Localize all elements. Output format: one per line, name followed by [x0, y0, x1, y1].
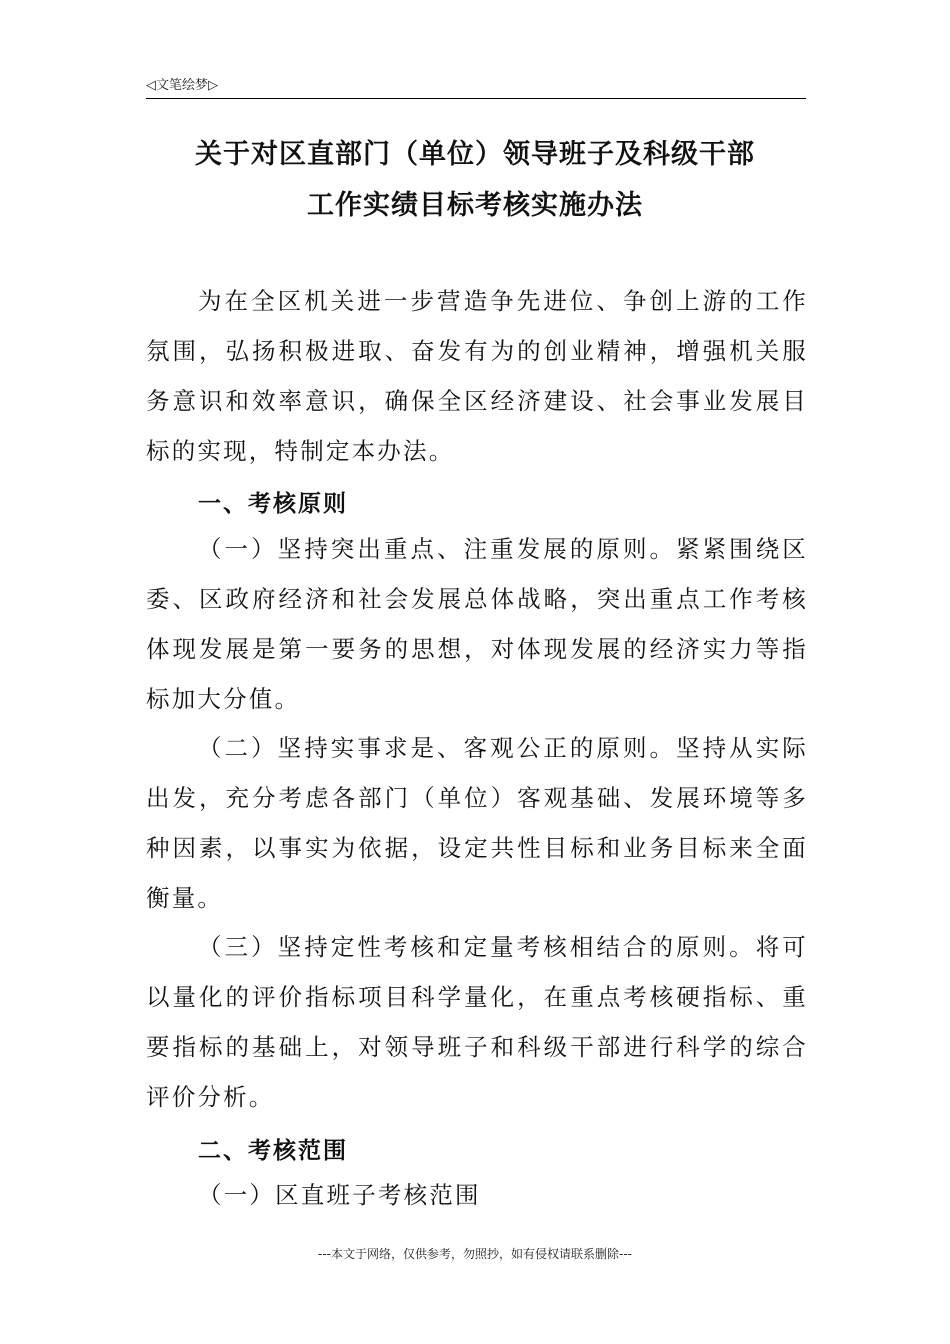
- section-1-heading: 一、考核原则: [198, 491, 348, 517]
- document-title-line-1: 关于对区直部门（单位）领导班子及科级干部: [195, 139, 755, 170]
- section-2-item-1: （一）区直班子考核范围: [198, 1181, 481, 1209]
- page-footer: ---本文于网络，仅供参考，勿照抄，如有侵权请联系删除---: [318, 1247, 632, 1261]
- section-1-item-3: （三）坚持定性考核和定量考核相结合的原则。将可以量化的评价指标项目科学量化，在重点考核硬指标、重要指标的基础上，对领导班子和科级干部进行科学的综合评价分析。: [146, 933, 808, 1111]
- section-2-heading: 二、考核范围: [198, 1138, 348, 1164]
- section-1-item-1: （一）坚持突出重点、注重发展的原则。紧紧围绕区委、区政府经济和社会发展总体战略，突出重点工作考核体现发展是第一要务的思想，对体现发展的经济实力等指标加大分值。: [146, 535, 808, 713]
- page-header: [146, 72, 806, 99]
- document-title-line-2: 工作实绩目标考核实施办法: [307, 190, 643, 221]
- section-1-item-2: （二）坚持实事求是、客观公正的原则。坚持从实际出发，充分考虑各部门（单位）客观基础、发展环境等多种因素，以事实为依据，设定共性目标和业务目标来全面衡量。: [146, 734, 808, 912]
- intro-paragraph: 为在全区机关进一步营造争先进位、争创上游的工作氛围，弘扬积极进取、奋发有为的创业精神，增强机关服务意识和效率意识，确保全区经济建设、社会事业发展目标的实现，特制定本办法。: [146, 287, 808, 465]
- header-text: ◁文笔绘梦▷: [146, 78, 218, 93]
